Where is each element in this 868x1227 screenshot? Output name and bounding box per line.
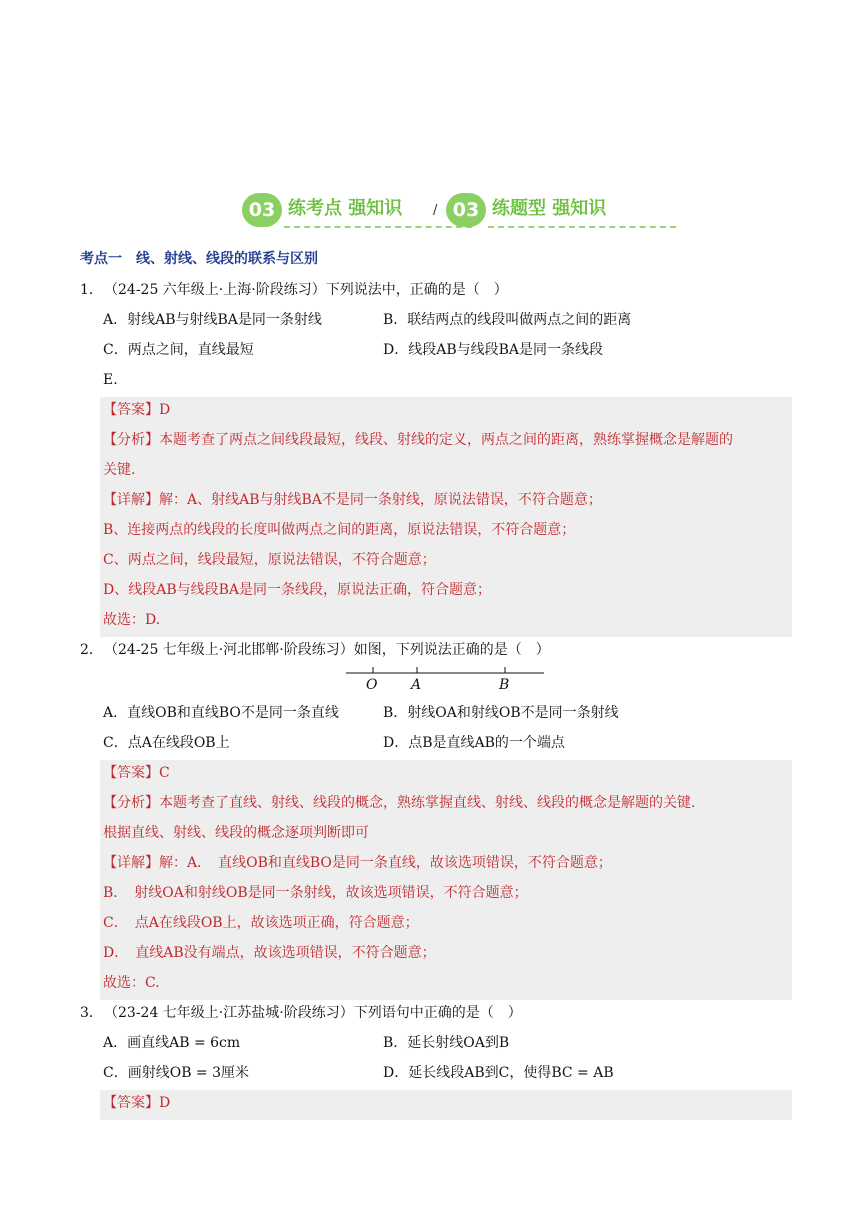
- question-3-stem: [80, 1003, 522, 1023]
- q3-option-d: D．延长线段AB到C，使得BC = AB: [383, 1065, 614, 1081]
- q2-detail-line-4: D． 直线AB没有端点，故该选项错误，不符合题意；: [103, 945, 436, 961]
- banner-separator: /: [433, 203, 438, 218]
- question-1-number: 1．: [80, 282, 103, 298]
- banner-right-text: 练题型 强知识: [492, 198, 607, 219]
- q1-option-a: A．射线AB与射线BA是同一条射线: [103, 312, 322, 328]
- q2-analysis-line-1: 【分析】本题考查了直线、射线、线段的概念，熟练掌握直线、射线、线段的概念是解题的关键.: [103, 795, 696, 811]
- q2-analysis-line-2: 根据直线、射线、线段的概念逐项判断即可: [103, 825, 369, 841]
- q2-conclusion: 故选：C.: [103, 975, 160, 991]
- q3-option-b: B．延长射线OA到B: [383, 1035, 510, 1051]
- banner-right-underline: [488, 226, 676, 228]
- q1-option-b: B．联结两点的线段叫做两点之间的距离: [383, 312, 632, 328]
- q2-option-d: D．点B是直线AB的一个端点: [383, 735, 565, 751]
- q2-label-o: O: [366, 677, 378, 693]
- q1-option-d: D．线段AB与线段BA是同一条线段: [383, 342, 604, 358]
- question-3-number: 3．: [80, 1005, 103, 1021]
- q3-option-a: A．画直线AB = 6cm: [103, 1035, 241, 1051]
- q1-analysis-line-1: 【分析】本题考查了两点之间线段最短，线段、射线的定义，两点之间的距离，熟练掌握概念是解题的: [103, 432, 733, 448]
- q1-option-e: E.: [103, 372, 118, 388]
- q1-detail-line-1: 【详解】解：A、射线AB与射线BA不是同一条射线，原说法错误，不符合题意；: [103, 492, 602, 508]
- question-2-number: 2．: [80, 642, 103, 658]
- q2-option-b: B．射线OA和射线OB不是同一条射线: [383, 705, 619, 721]
- q2-answer: 【答案】C: [103, 765, 170, 781]
- banner-right-number: 03: [446, 193, 486, 227]
- q2-detail-line-3: C． 点A在线段OB上，故该选项正确，符合题意；: [103, 915, 419, 931]
- q2-line-figure: [340, 664, 550, 694]
- question-3-text: （23-24 七年级上·江苏盐城·阶段练习）下列语句中正确的是（ ）: [104, 1005, 522, 1021]
- banner-left-underline: [284, 226, 472, 228]
- q2-option-a: A．直线OB和直线BO不是同一条直线: [103, 705, 339, 721]
- question-2-text: （24-25 七年级上·河北邯郸·阶段练习）如图，下列说法正确的是（ ）: [104, 642, 550, 658]
- section-banner: [0, 193, 868, 233]
- q3-option-c: C．画射线OB = 3厘米: [103, 1065, 250, 1081]
- question-1-stem: [80, 280, 508, 300]
- q2-detail-line-2: B． 射线OA和射线OB是同一条射线，故该选项错误，不符合题意；: [103, 885, 528, 901]
- q1-detail-line-3: C、两点之间，线段最短，原说法错误，不符合题意；: [103, 552, 436, 568]
- question-1-text: （24-25 六年级上·上海·阶段练习）下列说法中，正确的是（ ）: [104, 282, 508, 298]
- q2-label-b: B: [499, 677, 510, 693]
- q1-option-c: C．两点之间，直线最短: [103, 342, 254, 358]
- q1-answer: 【答案】D: [103, 402, 171, 418]
- q1-detail-line-2: B、连接两点的线段的长度叫做两点之间的距离，原说法错误，不符合题意；: [103, 522, 576, 538]
- q2-detail-line-1: 【详解】解：A． 直线OB和直线BO是同一条直线，故该选项错误，不符合题意；: [103, 855, 612, 871]
- banner-left-number: 03: [242, 193, 282, 227]
- q1-analysis-line-2: 关键.: [103, 462, 136, 478]
- q2-label-a: A: [411, 677, 422, 693]
- q2-option-c: C．点A在线段OB上: [103, 735, 230, 751]
- q3-answer: 【答案】D: [103, 1095, 171, 1111]
- q1-detail-line-4: D、线段AB与线段BA是同一条线段，原说法正确，符合题意；: [103, 582, 492, 598]
- question-2-stem: [80, 640, 550, 660]
- section-title: 考点一 线、射线、线段的联系与区别: [80, 251, 318, 267]
- q1-conclusion: 故选：D.: [103, 612, 161, 628]
- banner-left-text: 练考点 强知识: [288, 198, 403, 219]
- q3-answer-box: [100, 1090, 792, 1120]
